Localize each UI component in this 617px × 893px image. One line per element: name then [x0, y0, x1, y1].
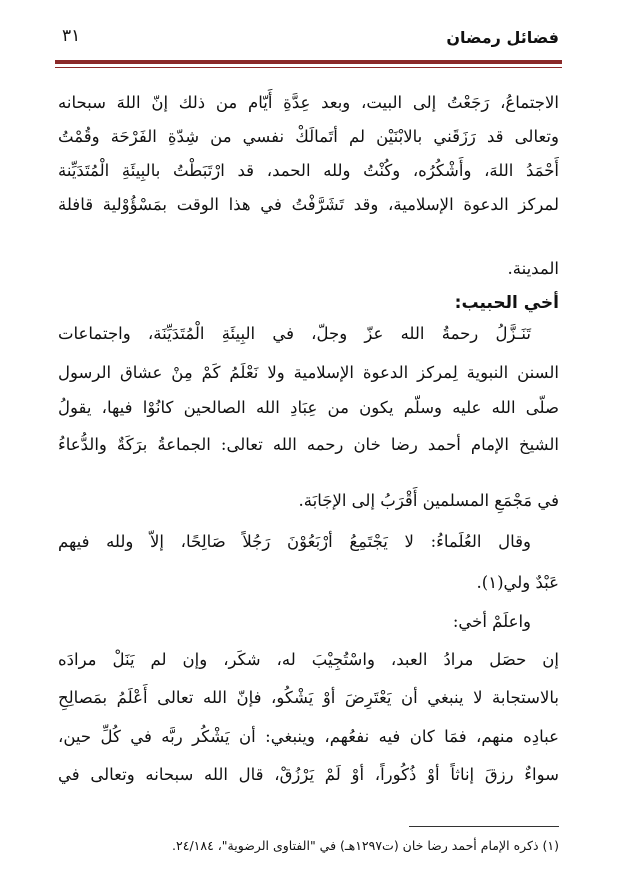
text-line: عبادِه منهم، فمَا كان فيه نفعُهم، وينبغي: أن يَشْكُر ربَّه في كُلِّ حين، — [58, 727, 559, 746]
text-line: السنن النبوية لِمركز الدعوة الإسلامية ولا نَعْلَمُ كَمْ مِنْ عشاق الرسول — [58, 363, 559, 382]
header-rule-thick — [55, 60, 562, 64]
header-rule-thin — [55, 67, 562, 68]
section-heading: أخي الحبيب: — [454, 293, 559, 313]
page-header — [52, 24, 565, 54]
text-line: صلّى الله عليه وسلّم يكون من عِبَادِ الله الصالحين كانُوْا فيها، يقولُ — [58, 398, 559, 417]
page-number: ٣١ — [62, 26, 81, 46]
text-line: أَحْمَدُ اللهَ، وأَشْكُرُه، وكُنْتُ ولله الحمد، قد ارْتَبَطْتُ بالبِيئَةِ الْمُتَدَيِّنة — [58, 161, 559, 180]
text-line: واعلَمْ أخي: — [452, 612, 531, 631]
text-line: وتعالى قد رَزَقَني بالابْنَيْن لم أتَمالَكْ نفسي من شِدّةِ الفَرْحَة وقُمْتُ — [58, 127, 559, 146]
text-line: بالاستجابة لا ينبغي أن يَعْتَرِضَ أوْ يَشْكُو، فإنّ الله تعالى أَعْلَمُ بمَصالِحِ — [58, 688, 559, 707]
text-line: تَنَـزَّلُ رحمةُ الله عزّ وجلّ، في البِيئَةِ الْمُتَدَيِّنَة، واجتماعات — [58, 324, 531, 343]
text-line: عَبْدٌ ولي(١). — [476, 573, 559, 592]
running-title: فضائل رمضان — [446, 28, 559, 47]
text-line: في مَجْمَعِ المسلمين أَقْرَبُ إلى الإجَابَة. — [298, 491, 559, 510]
footnote: (١) ذكره الإمام أحمد رضا خان (ت١٢٩٧هـ) في "الفتاوى الرضوية"، ٢٤/١٨٤. — [172, 838, 559, 853]
text-line: الشيخ الإمام أحمد رضا خان رحمه الله تعالى: الجماعةُ برَكَةٌ والدُّعاءُ — [58, 435, 559, 454]
text-line: وقال العُلَماءُ: لا يَجْتَمِعُ أرْبَعُوْنَ رَجُلاً صَالِحًا، إلاّ ولله فيهم — [58, 532, 531, 551]
text-line: المدينة. — [507, 259, 559, 278]
text-line: إن حصَل مرادُ العبد، واسْتُجِيْبَ له، شكَر، وإن لم يَنَلْ مرادَه — [58, 650, 559, 669]
text-line: سواءٌ رزقَ إناثاً أوْ ذُكُوراً، أوْ لَمْ يَرْزُقْ، قال الله سبحانه وتعالى في — [58, 765, 559, 784]
text-line: لمركز الدعوة الإسلامية، وقد تَشَرَّفْتُ في هذا الوقت بمَسْؤُوْلية قافلة — [58, 195, 559, 214]
footnote-separator — [409, 826, 559, 827]
text-line: الاجتماعُ، رَجَعْتُ إلى البيت، وبعد عِدَّةِ أَيّام من ذلك إنّ اللهَ سبحانه — [58, 93, 559, 112]
